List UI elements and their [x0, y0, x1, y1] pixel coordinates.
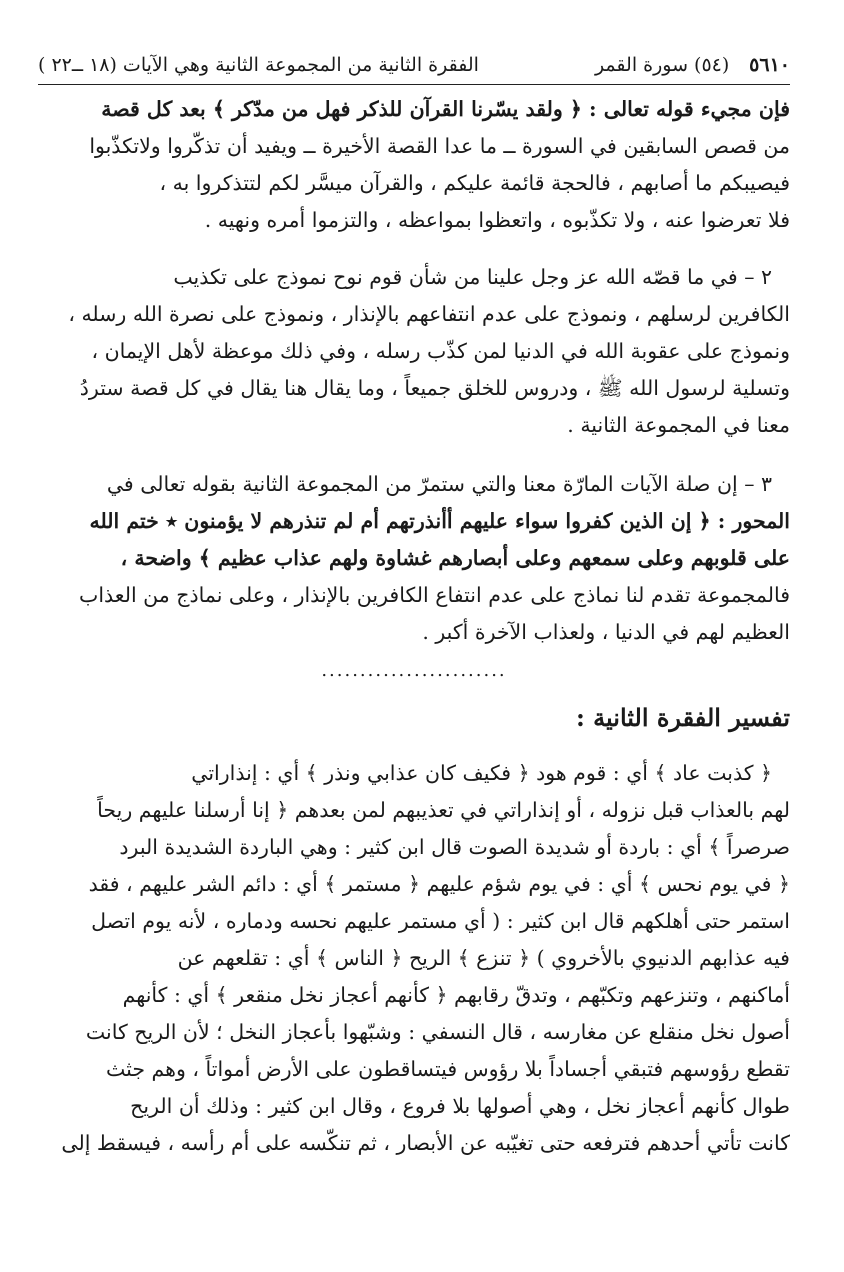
chapter-title: (٥٤) سورة القمر	[594, 54, 730, 76]
section-separator: ........................	[321, 660, 507, 681]
text-line: فلا تعرضوا عنه ، ولا تكذّبوه ، واتعظوا بمواعظه ، والتزموا أمره ونهيه .	[204, 208, 790, 232]
text-line: كانت تأتي أحدهم فترفعه حتى تغيّبه عن الأبصار ، ثم تنكّسه على أم رأسه ، فيسقط إلى	[61, 1131, 790, 1155]
page	[38, 48, 790, 1162]
text-line: صرصراً ﴾ أي : باردة أو شديدة الصوت قال ابن كثير : وهي الباردة الشديدة البرد	[119, 835, 790, 859]
text-line: استمر حتى أهلكهم قال ابن كثير : ( أي مستمر عليهم نحسه ودماره ، لأنه يوم اتصل	[91, 909, 790, 933]
text-line: أصول نخل منقلع عن مغارسه ، قال النسفي : وشبّهوا بأعجاز النخل ؛ لأن الريح كانت	[85, 1020, 790, 1044]
section-range: الفقرة الثانية من المجموعة الثانية وهي الآيات (١٨ ــ٢٢ )	[38, 54, 479, 76]
text-line: ونموذج على عقوبة الله في الدنيا لمن كذّب رسله ، وفي ذلك موعظة لأهل الإيمان ،	[91, 339, 790, 363]
text-line: من قصص السابقين في السورة ــ ما عدا القصة الأخيرة ــ ويفيد أن تذكّروا ولاتكذّبوا	[89, 134, 790, 158]
text-line: ٣ – إن صلة الآيات المارّة معنا والتي ستمرّ من المجموعة الثانية بقوله تعالى في	[106, 472, 772, 496]
quran-verse-line: المحور : ﴿ إن الذين كفروا سواء عليهم أأنذرتهم أم لم تنذرهم لا يؤمنون ٭ ختم الله	[89, 509, 790, 533]
text-line: فيه عذابهم الدنيوي بالأخروي ) ﴿ تنزع ﴾ الريح ﴿ الناس ﴾ أي : تقلعهم عن	[177, 946, 790, 970]
intro-paragraph	[38, 91, 790, 239]
quran-verse-line: على قلوبهم وعلى سمعهم وعلى أبصارهم غشاوة ولهم عذاب عظيم ﴾ واضحة ،	[120, 546, 790, 570]
text-line: تقطع رؤوسهم فتبقي أجساداً بلا رؤوس فيتساقطون على الأرض أمواتاً ، وهم جثث	[106, 1057, 790, 1081]
text-line: أماكنهم ، وتنزعهم وتكبّهم ، وتدقّ رقابهم ﴿ كأنهم أعجاز نخل منقعر ﴾ أي : كأنهم	[122, 983, 790, 1007]
header-rule	[38, 84, 790, 85]
text-line: فالمجموعة تقدم لنا نماذج على عدم انتفاع الكافرين بالإنذار ، وعلى نماذج من العذاب	[79, 583, 790, 607]
text-line: ﴿ كذبت عاد ﴾ أي : قوم هود ﴿ فكيف كان عذابي ونذر ﴾ أي : إنذاراتي	[191, 761, 772, 785]
point-2-paragraph	[38, 259, 790, 444]
page-number	[595, 48, 790, 82]
text-line: فيصيبكم ما أصابهم ، فالحجة قائمة عليكم ، والقرآن ميسَّر لكم لتتذكروا به ،	[159, 171, 790, 195]
tafsir-paragraph	[38, 755, 790, 1162]
section-title: تفسير الفقرة الثانية :	[575, 703, 790, 732]
text-line: ٢ – في ما قصّه الله عز وجل علينا من شأن قوم نوح نموذج على تكذيب	[173, 265, 772, 289]
text-line: العظيم لهم في الدنيا ، ولعذاب الآخرة أكبر .	[422, 620, 790, 644]
text-line: معنا في المجموعة الثانية .	[567, 413, 790, 437]
text-line: وتسلية لرسول الله ﷺ ، ودروس للخلق جميعاً ، وما يقال هنا يقال في كل قصة ستردُ	[79, 376, 790, 400]
point-3-paragraph	[38, 466, 790, 651]
text-line: طوال كأنهم أعجاز نخل ، وهي أصولها بلا فروع ، وقال ابن كثير : وذلك أن الريح	[130, 1094, 790, 1118]
page-number-text: ٥٦١٠	[749, 54, 790, 76]
running-head	[38, 48, 790, 82]
text-line: ﴿ في يوم نحس ﴾ أي : في يوم شؤم عليهم ﴿ مستمر ﴾ أي : دائم الشر عليهم ، فقد	[88, 872, 790, 896]
text-line: فإن مجيء قوله تعالى : ﴿ ولقد يسّرنا القرآن للذكر فهل من مدّكر ﴾ بعد كل قصة	[101, 97, 790, 121]
text-line: الكافرين لرسلهم ، ونموذج على عدم انتفاعهم بالإنذار ، ونموذج على نصرة الله رسله ،	[68, 302, 790, 326]
text-line: لهم بالعذاب قبل نزوله ، أو إنذاراتي في تعذيبهم لمن بعدهم ﴿ إنا أرسلنا عليهم ريحاً	[97, 798, 790, 822]
